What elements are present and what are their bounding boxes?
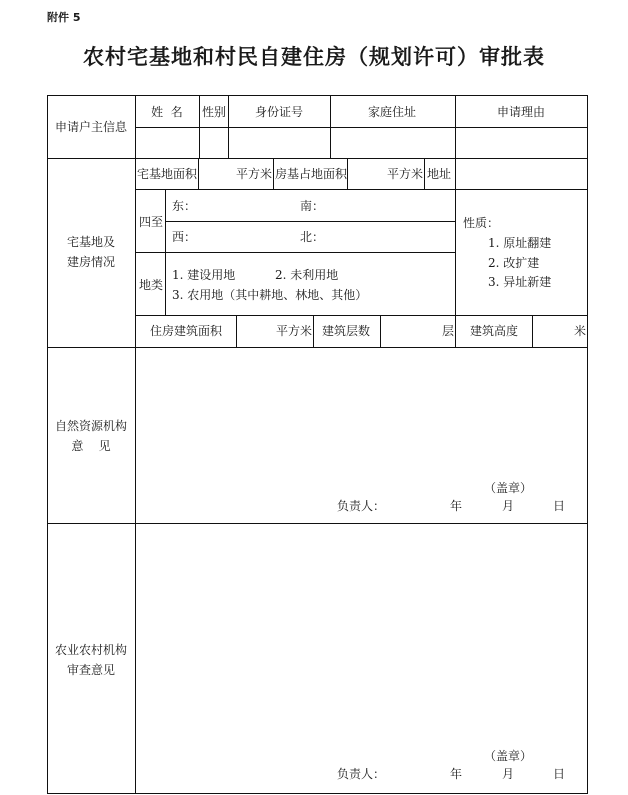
row-divider	[47, 158, 588, 159]
ag-year-label: 年	[450, 767, 463, 781]
nature-option-3: 3. 异址新建	[488, 275, 552, 289]
col-divider	[273, 158, 274, 190]
footprint-area-unit: 平方米	[386, 167, 423, 181]
east-label: 东：	[172, 199, 197, 213]
row-divider	[135, 252, 456, 253]
reason-header: 申请理由	[496, 105, 546, 119]
col-divider	[380, 315, 381, 348]
col-divider	[424, 158, 425, 190]
homestead-label-line2: 建房情况	[66, 255, 115, 269]
row-divider	[135, 189, 588, 190]
ag-seal-text: （盖章）	[484, 749, 533, 763]
row-divider	[135, 127, 588, 128]
floors-unit: 层	[441, 324, 454, 338]
col-divider	[455, 95, 456, 159]
nr-review-line1: 自然资源机构	[54, 419, 127, 433]
north-label: 北：	[300, 230, 325, 244]
row-divider	[165, 221, 456, 222]
col-divider	[330, 95, 331, 159]
col-divider	[198, 158, 199, 190]
floor-area-label: 住房建筑面积	[149, 324, 223, 338]
location-label: 地址	[427, 167, 452, 181]
nature-option-2: 2. 改扩建	[488, 256, 540, 270]
ag-review-line1: 农业农村机构	[54, 643, 127, 657]
col-divider	[236, 315, 237, 348]
row-divider	[135, 315, 588, 316]
height-unit: 米	[573, 324, 586, 338]
ag-day-label: 日	[553, 767, 566, 781]
col-divider	[455, 158, 456, 190]
nr-year-label: 年	[450, 499, 463, 513]
land-type-label: 地类	[139, 278, 164, 292]
attachment-label: 附件 5	[47, 11, 81, 24]
form-title: 农村宅基地和村民自建住房（规划许可）审批表	[83, 45, 545, 69]
row-divider	[47, 347, 588, 348]
ag-person-label: 负责人：	[337, 767, 386, 781]
land-type-option-1: 1. 建设用地	[172, 268, 236, 282]
table-border-top	[47, 95, 588, 96]
label-column-divider	[135, 95, 136, 794]
height-label: 建筑高度	[469, 324, 519, 338]
nr-seal-text: （盖章）	[484, 481, 533, 495]
col-divider	[455, 315, 456, 348]
table-border-right	[587, 95, 588, 794]
land-type-option-3: 3. 农用地（其中耕地、林地、其他）	[172, 288, 368, 302]
west-label: 西：	[172, 230, 197, 244]
nr-review-line2: 意 见	[71, 439, 111, 453]
ag-month-label: 月	[502, 767, 515, 781]
col-divider	[228, 95, 229, 159]
floors-label: 建筑层数	[321, 324, 371, 338]
nr-day-label: 日	[553, 499, 566, 513]
floor-area-unit: 平方米	[275, 324, 312, 338]
gender-header: 性别	[201, 105, 227, 119]
homestead-section-label	[51, 232, 131, 272]
col-divider	[532, 315, 533, 348]
land-type-option-2: 2. 未利用地	[275, 268, 339, 282]
land-area-label: 宅基地面积	[137, 167, 198, 181]
boundaries-label: 四至	[139, 215, 164, 229]
table-border-bottom	[47, 793, 588, 794]
nature-option-1: 1. 原址翻建	[488, 236, 552, 250]
ag-review-line2: 审查意见	[66, 663, 115, 677]
id-number-header: 身份证号	[254, 105, 304, 119]
nr-month-label: 月	[502, 499, 515, 513]
applicant-section-label: 申请户主信息	[54, 120, 128, 134]
address-header: 家庭住址	[367, 105, 417, 119]
land-area-unit: 平方米	[235, 167, 272, 181]
footprint-area-label: 房基占地面积	[275, 167, 348, 181]
col-divider	[347, 158, 348, 190]
south-label: 南：	[300, 199, 325, 213]
nr-review-label	[48, 416, 134, 456]
ag-review-label	[48, 640, 134, 680]
nr-person-label: 负责人：	[337, 499, 386, 513]
homestead-label-line1: 宅基地及	[66, 235, 115, 249]
name-header: 姓 名	[151, 105, 183, 119]
nature-label: 性质：	[463, 216, 500, 230]
col-divider	[313, 315, 314, 348]
row-divider	[47, 523, 588, 524]
col-divider	[199, 95, 200, 159]
